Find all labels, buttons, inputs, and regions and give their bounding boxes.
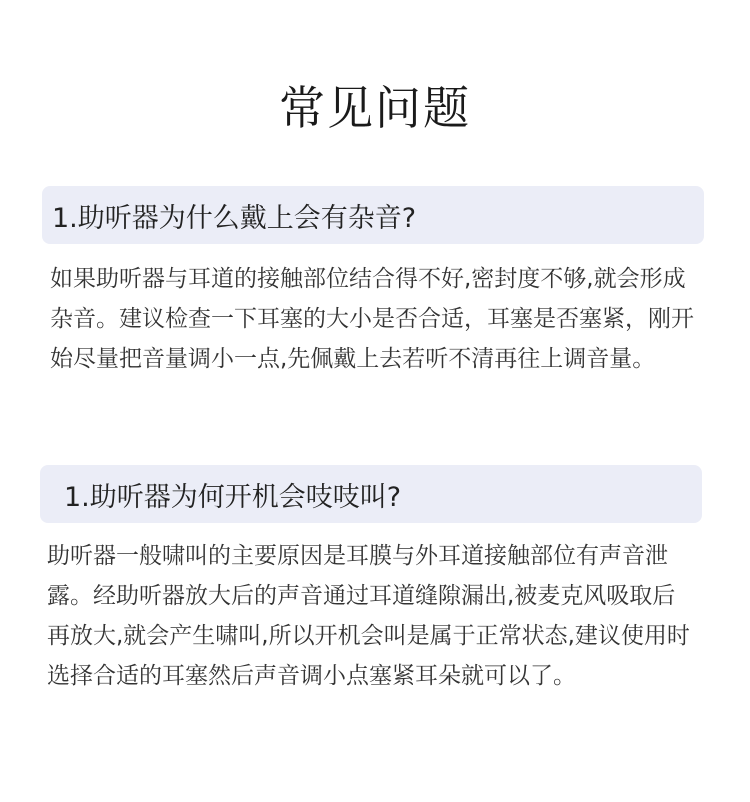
faq-question-1[interactable] (42, 186, 704, 244)
faq-question-2[interactable] (40, 465, 702, 523)
faq-question-text: 1.助听器为何开机会吱吱叫? (64, 481, 402, 513)
faq-answer-2: 助听器一般啸叫的主要原因是耳膜与外耳道接触部位有声音泄露。经助听器放大后的声音通过耳道缝隙漏出,被麦克风吸取后再放大,就会产生啸叫,所以开机会叫是属于正常状态,建议使用时选择合适的耳塞然后声音调小点塞紧耳朵就可以了。 (47, 543, 690, 689)
faq-question-text: 1.助听器为什么戴上会有杂音? (52, 202, 417, 234)
faq-answer-1: 如果助听器与耳道的接触部位结合得不好,密封度不够,就会形成杂音。建议检查一下耳塞的大小是否合适，耳塞是否塞紧，刚开始尽量把音量调小一点,先佩戴上去若听不清再往上调音量。 (50, 266, 694, 372)
page-title: 常见问题 (279, 81, 471, 135)
